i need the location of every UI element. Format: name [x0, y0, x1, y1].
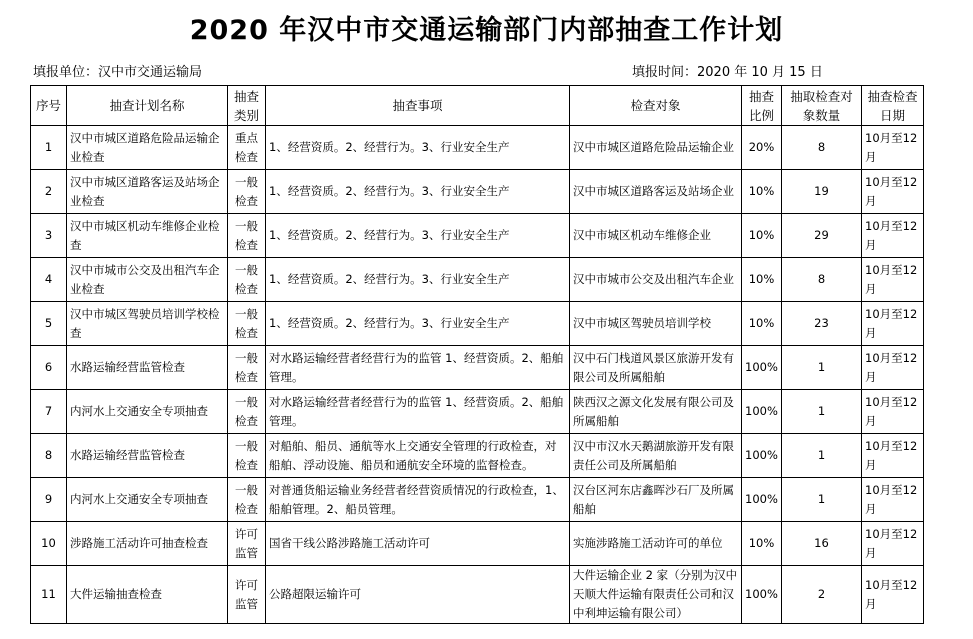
cell-inspection-target: 汉中市汉水天鹅湖旅游开发有限责任公司及所属船舶 — [570, 434, 742, 478]
cell-inspection-items: 1、经营资质。2、经营行为。3、行业安全生产 — [266, 214, 570, 258]
cell-row-number: 1 — [31, 126, 67, 170]
cell-date-range: 10月至12月 — [862, 214, 924, 258]
cell-plan-name: 汉中市城区驾驶员培训学校检查 — [67, 302, 228, 346]
cell-ratio: 100% — [742, 478, 782, 522]
cell-inspection-target: 汉台区河东店鑫晖沙石厂及所属船舶 — [570, 478, 742, 522]
cell-date-range: 10月至12月 — [862, 346, 924, 390]
cell-inspection-items: 国省干线公路涉路施工活动许可 — [266, 522, 570, 566]
cell-inspection-target: 汉中市城区机动车维修企业 — [570, 214, 742, 258]
cell-date-range: 10月至12月 — [862, 170, 924, 214]
table-row — [31, 302, 924, 346]
cell-category: 一般检查 — [228, 302, 266, 346]
header-count: 抽取检查对象数量 — [782, 86, 862, 126]
cell-count: 2 — [782, 566, 862, 624]
cell-inspection-target: 汉中市城区道路危险品运输企业 — [570, 126, 742, 170]
table-row — [31, 478, 924, 522]
table-row — [31, 258, 924, 302]
cell-date-range: 10月至12月 — [862, 390, 924, 434]
header-plan-name: 抽查计划名称 — [67, 86, 228, 126]
cell-row-number: 2 — [31, 170, 67, 214]
table-row — [31, 390, 924, 434]
cell-inspection-items: 1、经营资质。2、经营行为。3、行业安全生产 — [266, 126, 570, 170]
cell-count: 8 — [782, 258, 862, 302]
cell-category: 一般检查 — [228, 434, 266, 478]
table-row — [31, 434, 924, 478]
cell-count: 19 — [782, 170, 862, 214]
cell-plan-name: 内河水上交通安全专项抽查 — [67, 478, 228, 522]
cell-count: 1 — [782, 346, 862, 390]
cell-row-number: 6 — [31, 346, 67, 390]
cell-date-range: 10月至12月 — [862, 434, 924, 478]
cell-row-number: 4 — [31, 258, 67, 302]
cell-count: 1 — [782, 478, 862, 522]
cell-date-range: 10月至12月 — [862, 258, 924, 302]
cell-count: 1 — [782, 390, 862, 434]
cell-plan-name: 水路运输经营监管检查 — [67, 346, 228, 390]
cell-count: 29 — [782, 214, 862, 258]
cell-plan-name: 大件运输抽查检查 — [67, 566, 228, 624]
cell-ratio: 10% — [742, 522, 782, 566]
cell-category: 一般检查 — [228, 346, 266, 390]
table-header-row — [31, 86, 924, 126]
cell-category: 一般检查 — [228, 258, 266, 302]
reporting-unit: 填报单位：汉中市交通运输局 — [33, 65, 203, 80]
cell-inspection-items: 公路超限运输许可 — [266, 566, 570, 624]
header-ratio: 抽查比例 — [742, 86, 782, 126]
table-row — [31, 214, 924, 258]
cell-inspection-items: 对水路运输经营者经营行为的监管 1、经营资质。2、船舶管理。 — [266, 346, 570, 390]
table-row — [31, 126, 924, 170]
cell-inspection-items: 对船舶、船员、通航等水上交通安全管理的行政检查，对船舶、浮动设施、船员和通航安全环境的监督检查。 — [266, 434, 570, 478]
page-title: 2020 年汉中市交通运输部门内部抽查工作计划 — [189, 15, 784, 46]
cell-inspection-items: 对水路运输经营者经营行为的监管 1、经营资质。2、船舶管理。 — [266, 390, 570, 434]
cell-plan-name: 汉中市城区机动车维修企业检查 — [67, 214, 228, 258]
cell-inspection-target: 陕西汉之源文化发展有限公司及所属船舶 — [570, 390, 742, 434]
header-category: 抽查类别 — [228, 86, 266, 126]
cell-ratio: 100% — [742, 434, 782, 478]
cell-ratio: 10% — [742, 302, 782, 346]
cell-row-number: 10 — [31, 522, 67, 566]
cell-category: 许可监管 — [228, 566, 266, 624]
cell-category: 许可监管 — [228, 522, 266, 566]
cell-ratio: 10% — [742, 170, 782, 214]
cell-plan-name: 汉中市城市公交及出租汽车企业检查 — [67, 258, 228, 302]
cell-count: 16 — [782, 522, 862, 566]
cell-ratio: 10% — [742, 258, 782, 302]
table-row — [31, 522, 924, 566]
cell-inspection-target: 汉中市城区道路客运及站场企业 — [570, 170, 742, 214]
cell-category: 一般检查 — [228, 170, 266, 214]
cell-inspection-target: 汉中石门栈道风景区旅游开发有限公司及所属船舶 — [570, 346, 742, 390]
cell-inspection-items: 1、经营资质。2、经营行为。3、行业安全生产 — [266, 258, 570, 302]
header-items: 抽查事项 — [266, 86, 570, 126]
header-no: 序号 — [31, 86, 67, 126]
cell-inspection-target: 实施涉路施工活动许可的单位 — [570, 522, 742, 566]
table-row — [31, 346, 924, 390]
cell-category: 一般检查 — [228, 214, 266, 258]
header-target: 检查对象 — [570, 86, 742, 126]
cell-row-number: 9 — [31, 478, 67, 522]
cell-ratio: 100% — [742, 390, 782, 434]
cell-plan-name: 汉中市城区道路危险品运输企业检查 — [67, 126, 228, 170]
cell-plan-name: 水路运输经营监管检查 — [67, 434, 228, 478]
cell-count: 8 — [782, 126, 862, 170]
cell-inspection-items: 1、经营资质。2、经营行为。3、行业安全生产 — [266, 170, 570, 214]
cell-row-number: 11 — [31, 566, 67, 624]
cell-plan-name: 内河水上交通安全专项抽查 — [67, 390, 228, 434]
cell-category: 一般检查 — [228, 390, 266, 434]
cell-inspection-target: 汉中市城区驾驶员培训学校 — [570, 302, 742, 346]
cell-row-number: 3 — [31, 214, 67, 258]
table-row — [31, 170, 924, 214]
cell-date-range: 10月至12月 — [862, 566, 924, 624]
cell-count: 23 — [782, 302, 862, 346]
cell-inspection-items: 对普通货船运输业务经营者经营资质情况的行政检查，1、船舶管理。2、船员管理。 — [266, 478, 570, 522]
cell-date-range: 10月至12月 — [862, 126, 924, 170]
cell-ratio: 100% — [742, 566, 782, 624]
header-date: 抽查检查日期 — [862, 86, 924, 126]
cell-date-range: 10月至12月 — [862, 522, 924, 566]
cell-category: 一般检查 — [228, 478, 266, 522]
cell-inspection-target: 汉中市城市公交及出租汽车企业 — [570, 258, 742, 302]
cell-plan-name: 汉中市城区道路客运及站场企业检查 — [67, 170, 228, 214]
cell-plan-name: 涉路施工活动许可抽查检查 — [67, 522, 228, 566]
cell-date-range: 10月至12月 — [862, 478, 924, 522]
cell-category: 重点检查 — [228, 126, 266, 170]
cell-date-range: 10月至12月 — [862, 302, 924, 346]
cell-count: 1 — [782, 434, 862, 478]
cell-ratio: 20% — [742, 126, 782, 170]
cell-row-number: 8 — [31, 434, 67, 478]
cell-inspection-items: 1、经营资质。2、经营行为。3、行业安全生产 — [266, 302, 570, 346]
cell-ratio: 100% — [742, 346, 782, 390]
cell-ratio: 10% — [742, 214, 782, 258]
reporting-time: 填报时间：2020 年 10 月 15 日 — [632, 65, 823, 80]
cell-inspection-target: 大件运输企业 2 家（分别为汉中天顺大件运输有限责任公司和汉中利坤运输有限公司） — [570, 566, 742, 624]
cell-row-number: 5 — [31, 302, 67, 346]
inspection-plan-table — [30, 85, 924, 624]
cell-row-number: 7 — [31, 390, 67, 434]
table-row — [31, 566, 924, 624]
